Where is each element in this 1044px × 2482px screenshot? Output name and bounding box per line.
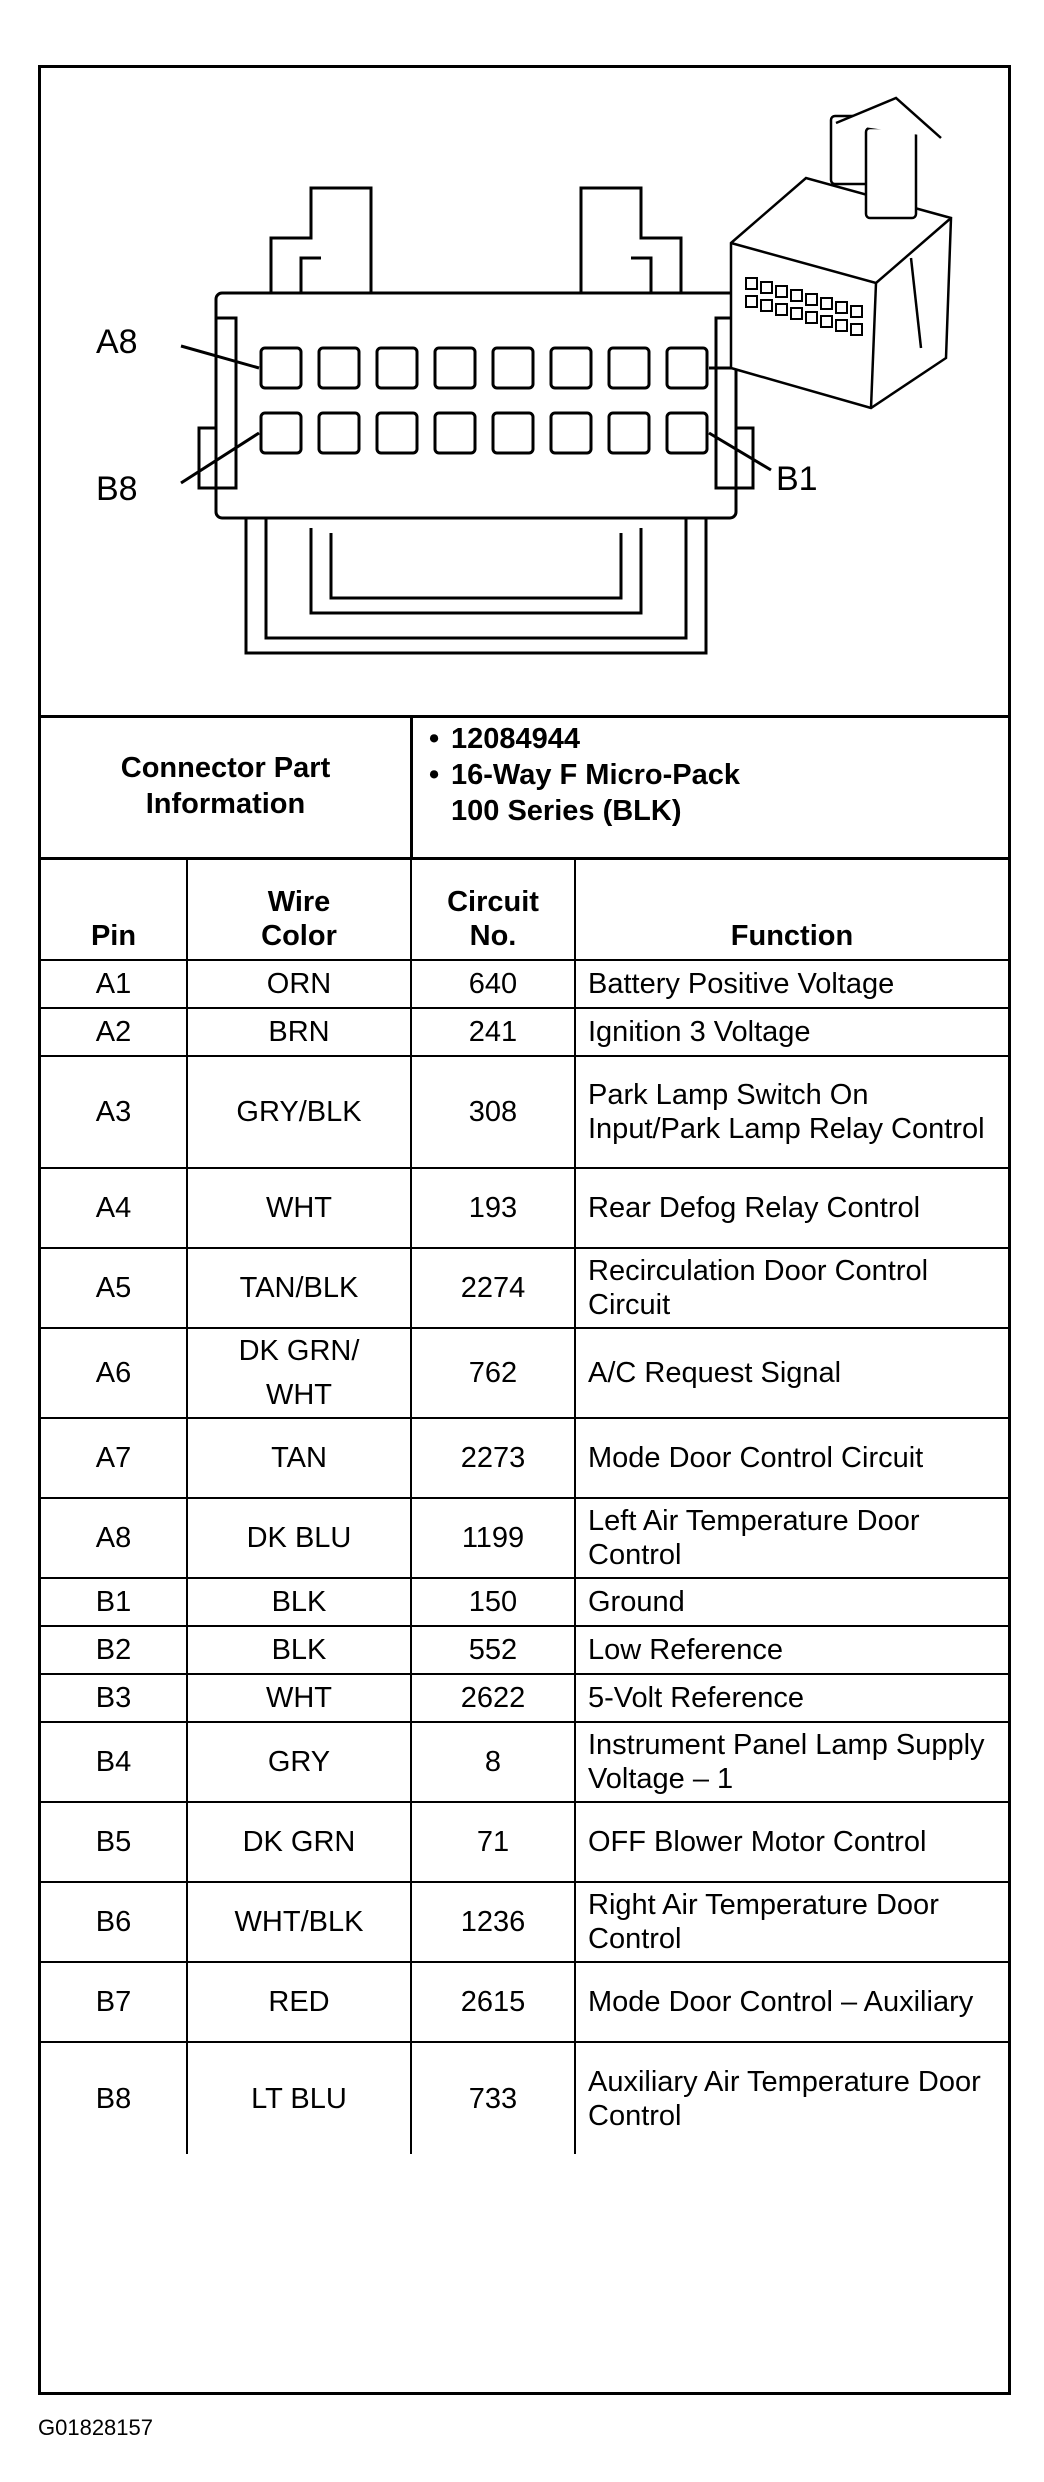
cavity-b7	[319, 413, 359, 453]
cell-pin: B2	[41, 1626, 187, 1674]
connector-sheet	[38, 65, 1011, 2395]
table-row	[41, 960, 1008, 1008]
cavity-a7	[319, 348, 359, 388]
cell-function: Ignition 3 Voltage	[575, 1008, 1008, 1056]
cell-pin: A7	[41, 1418, 187, 1498]
cell-pin: A2	[41, 1008, 187, 1056]
cell-circuit: 71	[411, 1802, 575, 1882]
cell-pin: B6	[41, 1882, 187, 1962]
bullet-icon: •	[429, 759, 440, 791]
table-row	[41, 1882, 1008, 1962]
cavity-a6	[377, 348, 417, 388]
cell-wire-color: DK GRN	[187, 1802, 411, 1882]
cell-function: Left Air Temperature Door Control	[575, 1498, 1008, 1578]
connector-face-diagram	[41, 68, 1008, 718]
cell-function: A/C Request Signal	[575, 1328, 1008, 1418]
cell-circuit: 762	[411, 1328, 575, 1418]
part-number: 12084944	[451, 723, 581, 755]
cell-circuit: 2274	[411, 1248, 575, 1328]
table-row	[41, 1802, 1008, 1882]
cell-circuit: 193	[411, 1168, 575, 1248]
cell-circuit: 308	[411, 1056, 575, 1168]
cell-wire-color: BLK	[187, 1578, 411, 1626]
cell-wire-color: DK GRN/ WHT	[187, 1328, 411, 1418]
cell-wire-color: WHT/BLK	[187, 1882, 411, 1962]
table-row	[41, 1674, 1008, 1722]
cell-function: Ground	[575, 1578, 1008, 1626]
cell-wire-color: GRY/BLK	[187, 1056, 411, 1168]
cell-function: Battery Positive Voltage	[575, 960, 1008, 1008]
cell-wire-color: LT BLU	[187, 2042, 411, 2154]
cell-function: Low Reference	[575, 1626, 1008, 1674]
cell-function: Park Lamp Switch On Input/Park Lamp Relay Control	[575, 1056, 1008, 1168]
table-row	[41, 1168, 1008, 1248]
pin-function-table	[41, 857, 1008, 2154]
table-row	[41, 1418, 1008, 1498]
cavity-b2	[609, 413, 649, 453]
cell-wire-color: WHT	[187, 1674, 411, 1722]
cell-pin: B8	[41, 2042, 187, 2154]
part-info-label: Connector Part Information	[41, 715, 413, 857]
part-info-values	[413, 715, 1008, 857]
cell-wire-color: GRY	[187, 1722, 411, 1802]
cell-circuit: 2273	[411, 1418, 575, 1498]
table-row	[41, 1962, 1008, 2042]
cell-function: Rear Defog Relay Control	[575, 1168, 1008, 1248]
cell-function: Mode Door Control – Auxiliary	[575, 1962, 1008, 2042]
cavity-b1	[667, 413, 707, 453]
cell-function: OFF Blower Motor Control	[575, 1802, 1008, 1882]
pin-label-a8: A8	[96, 323, 138, 361]
header-function: Function	[575, 857, 1008, 960]
cell-pin: A6	[41, 1328, 187, 1418]
cell-pin: A1	[41, 960, 187, 1008]
table-row	[41, 1626, 1008, 1674]
header-circuit: Circuit No.	[411, 857, 575, 960]
table-row	[41, 1056, 1008, 1168]
cell-wire-color: WHT	[187, 1168, 411, 1248]
table-row	[41, 1248, 1008, 1328]
cell-circuit: 8	[411, 1722, 575, 1802]
table-row	[41, 1722, 1008, 1802]
connector-3d-view	[731, 98, 951, 408]
cavity-b8	[261, 413, 301, 453]
cell-wire-color: TAN	[187, 1418, 411, 1498]
cell-circuit: 552	[411, 1626, 575, 1674]
connector-part-information	[41, 715, 1008, 860]
cell-circuit: 1199	[411, 1498, 575, 1578]
cell-circuit: 2622	[411, 1674, 575, 1722]
cell-wire-color: RED	[187, 1962, 411, 2042]
bullet-icon: •	[429, 723, 440, 755]
table-row	[41, 2042, 1008, 2154]
cell-pin: B7	[41, 1962, 187, 2042]
cell-pin: B5	[41, 1802, 187, 1882]
connector-type-item	[429, 757, 1008, 829]
header-wire-color: Wire Color	[187, 857, 411, 960]
cell-wire-color: TAN/BLK	[187, 1248, 411, 1328]
connector-type: 16-Way F Micro-Pack 100 Series (BLK)	[451, 759, 741, 827]
table-row	[41, 1328, 1008, 1418]
pin-label-b8: B8	[96, 470, 138, 508]
cell-circuit: 241	[411, 1008, 575, 1056]
cell-pin: A5	[41, 1248, 187, 1328]
cavity-a8	[261, 348, 301, 388]
cavity-b6	[377, 413, 417, 453]
cavity-a5	[435, 348, 475, 388]
cell-wire-color: BRN	[187, 1008, 411, 1056]
cell-function: Auxiliary Air Temperature Door Control	[575, 2042, 1008, 2154]
cavity-b4	[493, 413, 533, 453]
cell-circuit: 2615	[411, 1962, 575, 2042]
cell-function: 5-Volt Reference	[575, 1674, 1008, 1722]
table-row	[41, 1498, 1008, 1578]
cell-circuit: 640	[411, 960, 575, 1008]
connector-drawing	[41, 68, 1008, 712]
cell-wire-color: ORN	[187, 960, 411, 1008]
cavity-b3	[551, 413, 591, 453]
cell-function: Instrument Panel Lamp Supply Voltage – 1	[575, 1722, 1008, 1802]
part-number-item	[429, 721, 1008, 757]
pin-label-b1: B1	[776, 460, 818, 498]
cell-pin: A8	[41, 1498, 187, 1578]
header-pin: Pin	[41, 857, 187, 960]
cell-function: Recirculation Door Control Circuit	[575, 1248, 1008, 1328]
cell-pin: B4	[41, 1722, 187, 1802]
cell-circuit: 150	[411, 1578, 575, 1626]
cell-wire-color: BLK	[187, 1626, 411, 1674]
cavity-a3	[551, 348, 591, 388]
cell-function: Right Air Temperature Door Control	[575, 1882, 1008, 1962]
cell-circuit: 1236	[411, 1882, 575, 1962]
cell-wire-color: DK BLU	[187, 1498, 411, 1578]
cavity-b5	[435, 413, 475, 453]
cell-pin: B1	[41, 1578, 187, 1626]
cell-pin: A3	[41, 1056, 187, 1168]
cell-circuit: 733	[411, 2042, 575, 2154]
cavity-a2	[609, 348, 649, 388]
table-header-row	[41, 857, 1008, 960]
table-row	[41, 1578, 1008, 1626]
cavity-a4	[493, 348, 533, 388]
cell-pin: A4	[41, 1168, 187, 1248]
figure-code: G01828157	[38, 2415, 153, 2440]
cell-function: Mode Door Control Circuit	[575, 1418, 1008, 1498]
cavity-a1	[667, 348, 707, 388]
table-row	[41, 1008, 1008, 1056]
cell-pin: B3	[41, 1674, 187, 1722]
